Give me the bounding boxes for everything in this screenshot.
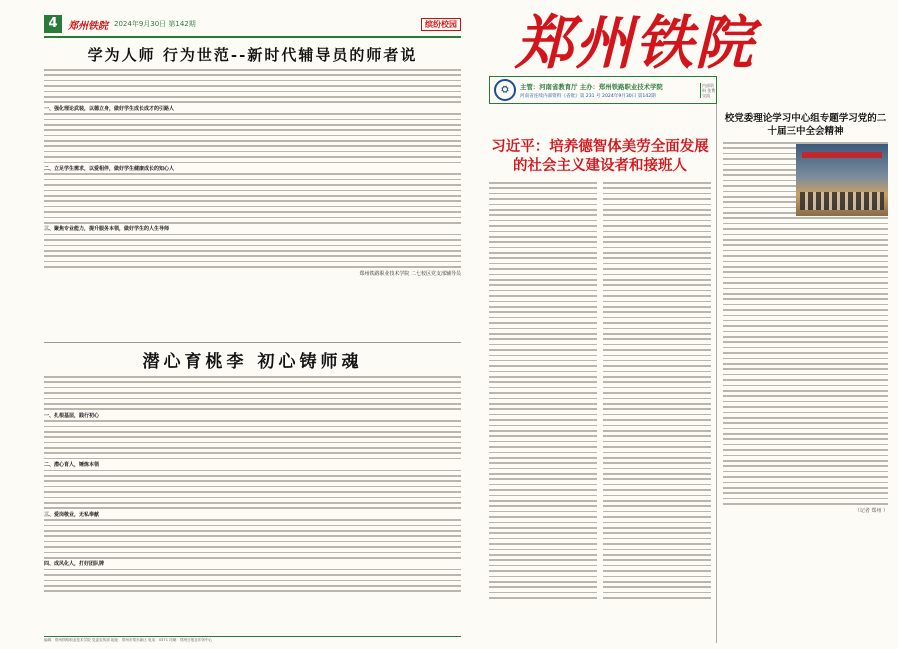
article-body bbox=[44, 69, 461, 339]
page-footer: 编辑：郑州铁路职业技术学院 党委宣传部 地址：郑州市郑东新区 电话：0371 印刷：郑州日报社印务中心 bbox=[44, 636, 461, 643]
body-text-lines bbox=[44, 173, 461, 223]
section-label: 缤纷校园 bbox=[421, 18, 461, 31]
newspaper-masthead: 郑州铁院 bbox=[515, 9, 756, 77]
publication-info bbox=[520, 82, 700, 99]
body-text-lines bbox=[44, 234, 461, 268]
side-article-byline: （记者 郑州 ） bbox=[854, 507, 888, 514]
small-masthead: 郑州铁院 bbox=[68, 20, 108, 32]
page-header bbox=[44, 14, 461, 38]
right-newspaper-page bbox=[475, 0, 898, 649]
school-logo-icon: ⛭ bbox=[494, 79, 516, 101]
article-byline: 郑州铁路职业技术学院 二七校区党支部辅导员 bbox=[359, 270, 461, 277]
sub-heading: 一、扎根基层，践行初心 bbox=[44, 412, 100, 419]
page-number: 4 bbox=[44, 15, 62, 33]
publication-info-bar bbox=[489, 76, 717, 104]
sub-heading: 二、立足学生需求，以爱相伴，做好学生健康成长的知心人 bbox=[44, 166, 175, 173]
side-article-title: 校党委理论学习中心组专题学习党的二十届三中全会精神 bbox=[724, 113, 887, 137]
sub-heading: 一、强化理论武装，以德立身，做好学生成长成才的引路人 bbox=[44, 105, 175, 112]
photo-banner bbox=[802, 152, 882, 158]
body-text-lines bbox=[44, 376, 461, 410]
sub-heading: 二、潜心育人，锤炼本领 bbox=[44, 462, 100, 469]
body-text-lines bbox=[489, 182, 597, 599]
sponsor-line: 主管：河南省教育厅 主办：郑州铁路职业技术学院 bbox=[520, 82, 663, 91]
sub-heading: 三、聚焦专业能力，提升服务本领，做好学生的人生导师 bbox=[44, 226, 170, 233]
text-column bbox=[603, 182, 711, 622]
side-article bbox=[717, 104, 888, 643]
divider bbox=[44, 342, 461, 343]
body-text-lines bbox=[44, 420, 461, 459]
body-text-lines bbox=[44, 69, 461, 103]
body-text-lines bbox=[603, 182, 711, 599]
meeting-photo bbox=[796, 144, 888, 216]
masthead-row bbox=[483, 10, 888, 76]
photo-audience bbox=[800, 192, 884, 210]
body-text-lines bbox=[44, 113, 461, 163]
side-tag: 内部资料 免费交流 bbox=[702, 82, 716, 98]
body-text-lines bbox=[44, 470, 461, 509]
lead-article bbox=[489, 104, 717, 643]
side-article-body bbox=[723, 142, 888, 582]
sub-heading: 四、成风化人，打好团队牌 bbox=[44, 561, 105, 568]
front-page-columns bbox=[483, 104, 888, 643]
issue-date: 2024年9月30日 第142期 bbox=[114, 20, 196, 28]
issue-line: 河南省连续内部资料《省批》第 231 号 2024年9月30日 第142期 bbox=[520, 93, 656, 99]
article-body bbox=[44, 376, 461, 646]
article-title: 潜心育桃李 初心铸师魂 bbox=[142, 352, 363, 372]
text-column bbox=[489, 182, 597, 622]
lead-article-body bbox=[489, 182, 711, 622]
body-text-lines bbox=[44, 519, 461, 558]
lead-headline: 习近平：培养德智体美劳全面发展的社会主义建设者和接班人 bbox=[491, 139, 709, 174]
sub-heading: 三、爱岗敬业，无私奉献 bbox=[44, 511, 100, 518]
article-title: 学为人师 行为世范--新时代辅导员的师者说 bbox=[87, 46, 418, 64]
body-text-lines bbox=[44, 569, 461, 592]
